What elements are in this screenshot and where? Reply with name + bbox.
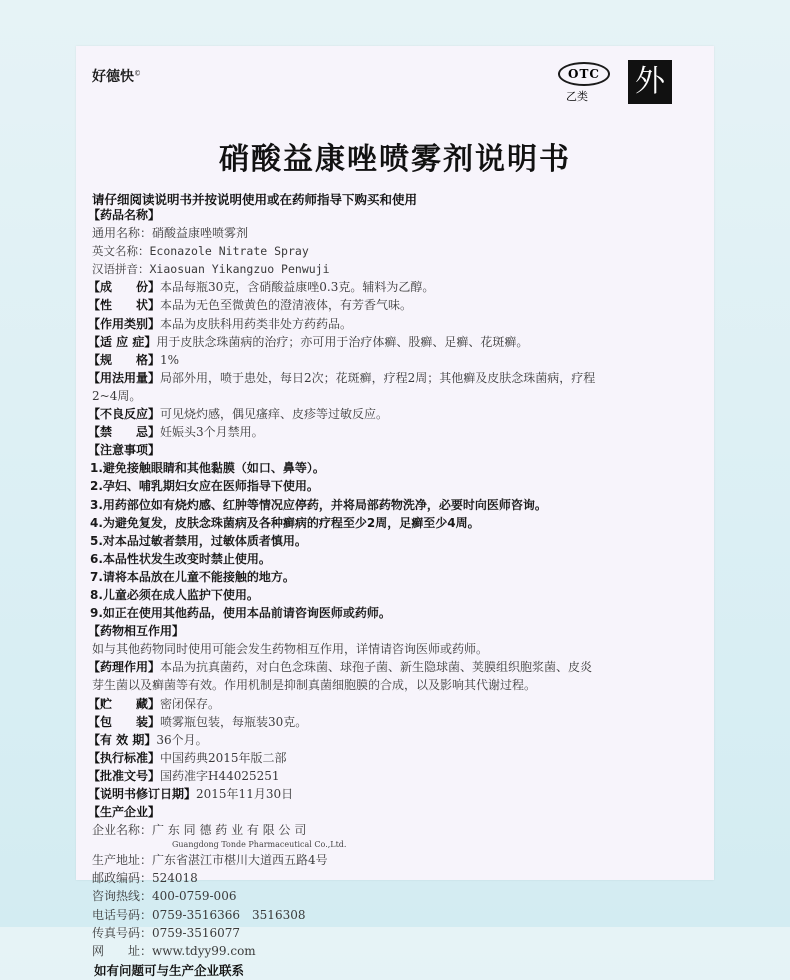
- pharmacology-row-continued: 芽生菌以及癣菌等有效。作用机制是抑制真菌细胞膜的合成，以及影响其代谢过程。: [92, 678, 537, 693]
- indications-row: 【适 应 症】用于皮肤念珠菌病的治疗；亦可用于治疗体癣、股癣、足癣、花斑癣。: [88, 334, 529, 349]
- dosage-row: 【用法用量】局部外用，喷于患处，每日2次；花斑癣，疗程2周；其他癣及皮肤念珠菌病，疗程: [88, 370, 596, 385]
- precaution-item: 6.本品性状发生改变时禁止使用。: [90, 551, 271, 566]
- approval-row: 【批准文号】国药准字H44025251: [88, 768, 280, 783]
- company-english-name: Guangdong Tonde Pharmaceutical Co.,Ltd.: [172, 840, 347, 850]
- precaution-item: 2.孕妇、哺乳期妇女应在医师指导下使用。: [90, 479, 319, 494]
- subtitle: 请仔细阅读说明书并按说明使用或在药师指导下购买和使用: [92, 192, 418, 207]
- contraindication-row: 【禁 忌】妊娠头3个月禁用。: [88, 425, 264, 440]
- brand-logo: 好德快©: [92, 69, 141, 85]
- instruction-body: [88, 206, 698, 980]
- precautions-label: 【注意事项】: [88, 443, 161, 458]
- company-name: 企业名称：广 东 同 德 药 业 有 限 公 司: [92, 823, 307, 838]
- precaution-item: 4.为避免复发，皮肤念珠菌病及各种癣病的疗程至少2周，足癣至少4周。: [90, 515, 480, 530]
- company-fax: 传真号码：0759-3516077: [92, 925, 241, 940]
- english-name: 英文名称：Econazole Nitrate Spray: [92, 244, 309, 259]
- ingredients-row: 【成 份】本品每瓶30克，含硝酸益康唑0.3克。辅料为乙醇。: [88, 280, 435, 295]
- precaution-item: 7.请将本品放在儿童不能接触的地方。: [90, 569, 295, 584]
- precaution-item: 3.用药部位如有烧灼感、红肿等情况应停药，并将局部药物洗净，必要时向医师咨询。: [90, 497, 547, 512]
- standard-row: 【执行标准】中国药典2015年版二部: [88, 750, 287, 765]
- precaution-item: 1.避免接触眼睛和其他黏膜（如口、鼻等）。: [90, 461, 325, 476]
- company-website: 网 址：www.tdyy99.com: [92, 943, 256, 958]
- storage-row: 【贮 藏】密闭保存。: [88, 696, 221, 711]
- revision-row: 【说明书修订日期】2015年11月30日: [88, 787, 294, 801]
- category-row: 【作用类别】本品为皮肤科用药类非处方药药品。: [88, 316, 353, 331]
- precaution-item: 5.对本品过敏者禁用，过敏体质者慎用。: [90, 533, 307, 548]
- validity-row: 【有 效 期】36个月。: [88, 732, 208, 747]
- instruction-sheet: [76, 46, 714, 978]
- page-title: 硝酸益康唑喷雾剂说明书: [219, 142, 571, 177]
- interaction-text: 如与其他药物同时使用可能会发生药物相互作用，详情请咨询医师或药师。: [92, 642, 489, 657]
- precaution-item: 9.如正在使用其他药品，使用本品前请咨询医师或药师。: [90, 606, 391, 621]
- company-hotline: 咨询热线：400-0759-006: [92, 889, 237, 904]
- external-use-mark: 外: [628, 60, 672, 104]
- spec-row: 【规 格】1%: [88, 352, 180, 367]
- footer-note: 如有问题可与生产企业联系: [94, 962, 245, 978]
- manufacturer-label: 【生产企业】: [88, 805, 161, 820]
- pharmacology-row: 【药理作用】本品为抗真菌药，对白色念珠菌、球孢子菌、新生隐球菌、荚膜组织胞浆菌、皮炎: [88, 660, 593, 675]
- adverse-row: 【不良反应】可见烧灼感，偶见瘙痒、皮疹等过敏反应。: [88, 407, 389, 422]
- appearance-row: 【性 状】本品为无色至微黄色的澄清液体，有芳香气味。: [88, 298, 413, 313]
- company-phone: 电话号码：0759-3516366 3516308: [92, 907, 306, 922]
- company-address: 生产地址：广东省湛江市椹川大道西五路4号: [92, 853, 328, 868]
- company-postcode: 邮政编码：524018: [92, 871, 198, 886]
- interaction-label: 【药物相互作用】: [88, 624, 185, 639]
- generic-name: 通用名称：硝酸益康唑喷雾剂: [92, 226, 249, 241]
- otc-category: 乙类: [566, 90, 588, 103]
- dosage-row-continued: 2~4周。: [92, 388, 142, 403]
- pinyin-name: 汉语拼音：Xiaosuan Yikangzuo Penwuji: [92, 262, 330, 277]
- otc-badge: OTC: [558, 62, 610, 86]
- precaution-item: 8.儿童必须在成人监护下使用。: [90, 587, 259, 602]
- drug-name-label: 【药品名称】: [88, 208, 161, 222]
- package-row: 【包 装】喷雾瓶包装，每瓶装30克。: [88, 714, 308, 729]
